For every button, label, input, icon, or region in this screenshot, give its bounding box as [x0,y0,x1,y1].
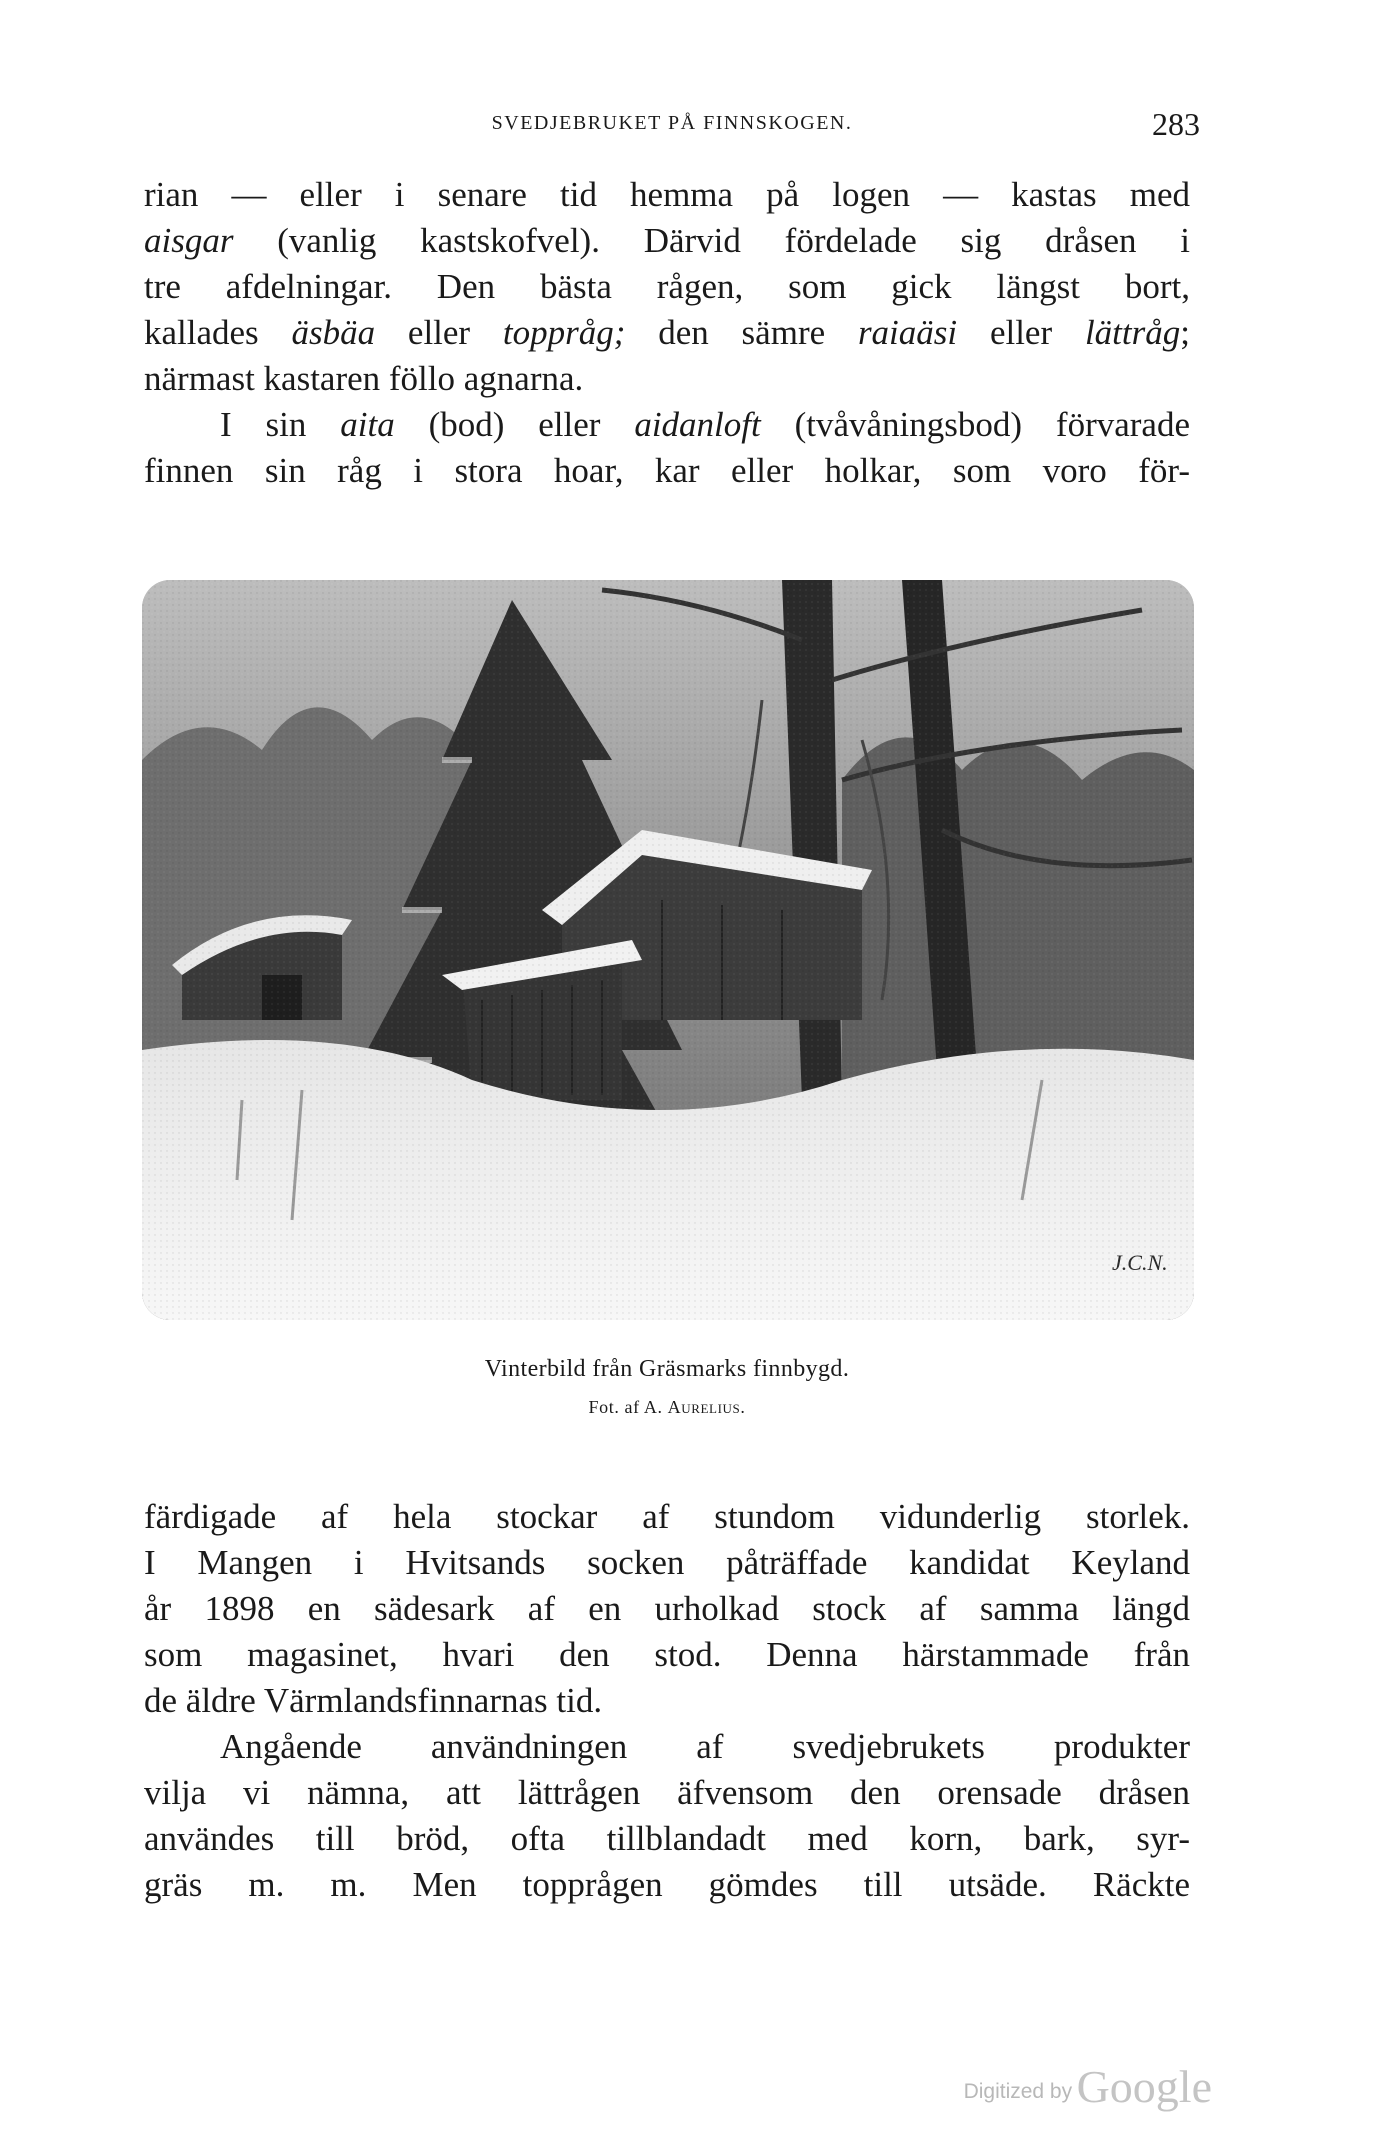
italic-term: aidanloft [634,405,761,444]
winter-photograph [142,580,1194,1320]
photographer-name: Aurelius [667,1397,741,1417]
text-line: kallades äsbäa eller toppråg; den sämre raiaäsi eller lättråg; [144,313,1190,352]
italic-term: toppråg; [502,313,626,352]
italic-term: aisgar [144,221,234,260]
text-line: finnen sin råg i stora hoar, kar eller holkar, som voro för- [144,451,1190,490]
text-line: tre afdelningar. Den bästa rågen, som gick längst bort, [144,267,1190,306]
text-line: närmast kastaren föllo agnarna. [144,359,584,398]
text-line: aisgar (vanlig kastskofvel). Därvid fördelade sig dråsen i [144,221,1190,260]
text-line: användes till bröd, ofta tillblandadt med korn, bark, syr- [144,1819,1190,1858]
text-line: I Mangen i Hvitsands socken påträffade kandidat Keyland [144,1543,1190,1582]
page-number: 283 [1152,106,1200,142]
text-line: I sin aita (bod) eller aidanloft (tvåvåningsbod) förvarade [220,405,1190,444]
text-line: Angående användningen af svedjebrukets produkter [220,1727,1190,1766]
photo-credit: Fot. af A. Aurelius. [588,1397,746,1417]
text-line: år 1898 en sädesark af en urholkad stock af samma längd [144,1589,1190,1628]
italic-term: raiaäsi [857,313,958,352]
italic-term: lättråg [1084,313,1181,352]
text-line: som magasinet, hvari den stod. Denna härstammade från [144,1635,1190,1674]
bottom-paragraphs [144,1494,1190,1908]
text-line: de äldre Värmlandsfinnarnas tid. [144,1681,603,1720]
text-line: gräs m. m. Men topprågen gömdes till utsäde. Räckte [144,1865,1190,1904]
italic-term: äsbäa [291,313,376,352]
digitized-watermark [964,2060,1212,2113]
text-line: färdigade af hela stockar af stundom vidunderlig storlek. [144,1497,1190,1536]
photo-illustration [142,580,1194,1320]
italic-term: aita [340,405,395,444]
top-paragraphs [144,172,1190,494]
watermark-brand: Google [1076,2061,1212,2112]
text-line: vilja vi nämna, att lättrågen äfvensom den orensade dråsen [144,1773,1190,1812]
figure-caption: Vinterbild från Gräsmarks finnbygd. [484,1356,850,1382]
text-line: rian — eller i senare tid hemma på logen — kastas med [144,175,1190,214]
watermark-prefix: Digitized by [963,2080,1073,2103]
running-head [144,106,1200,142]
running-title: SVEDJEBRUKET PÅ FINNSKOGEN. [491,112,853,134]
